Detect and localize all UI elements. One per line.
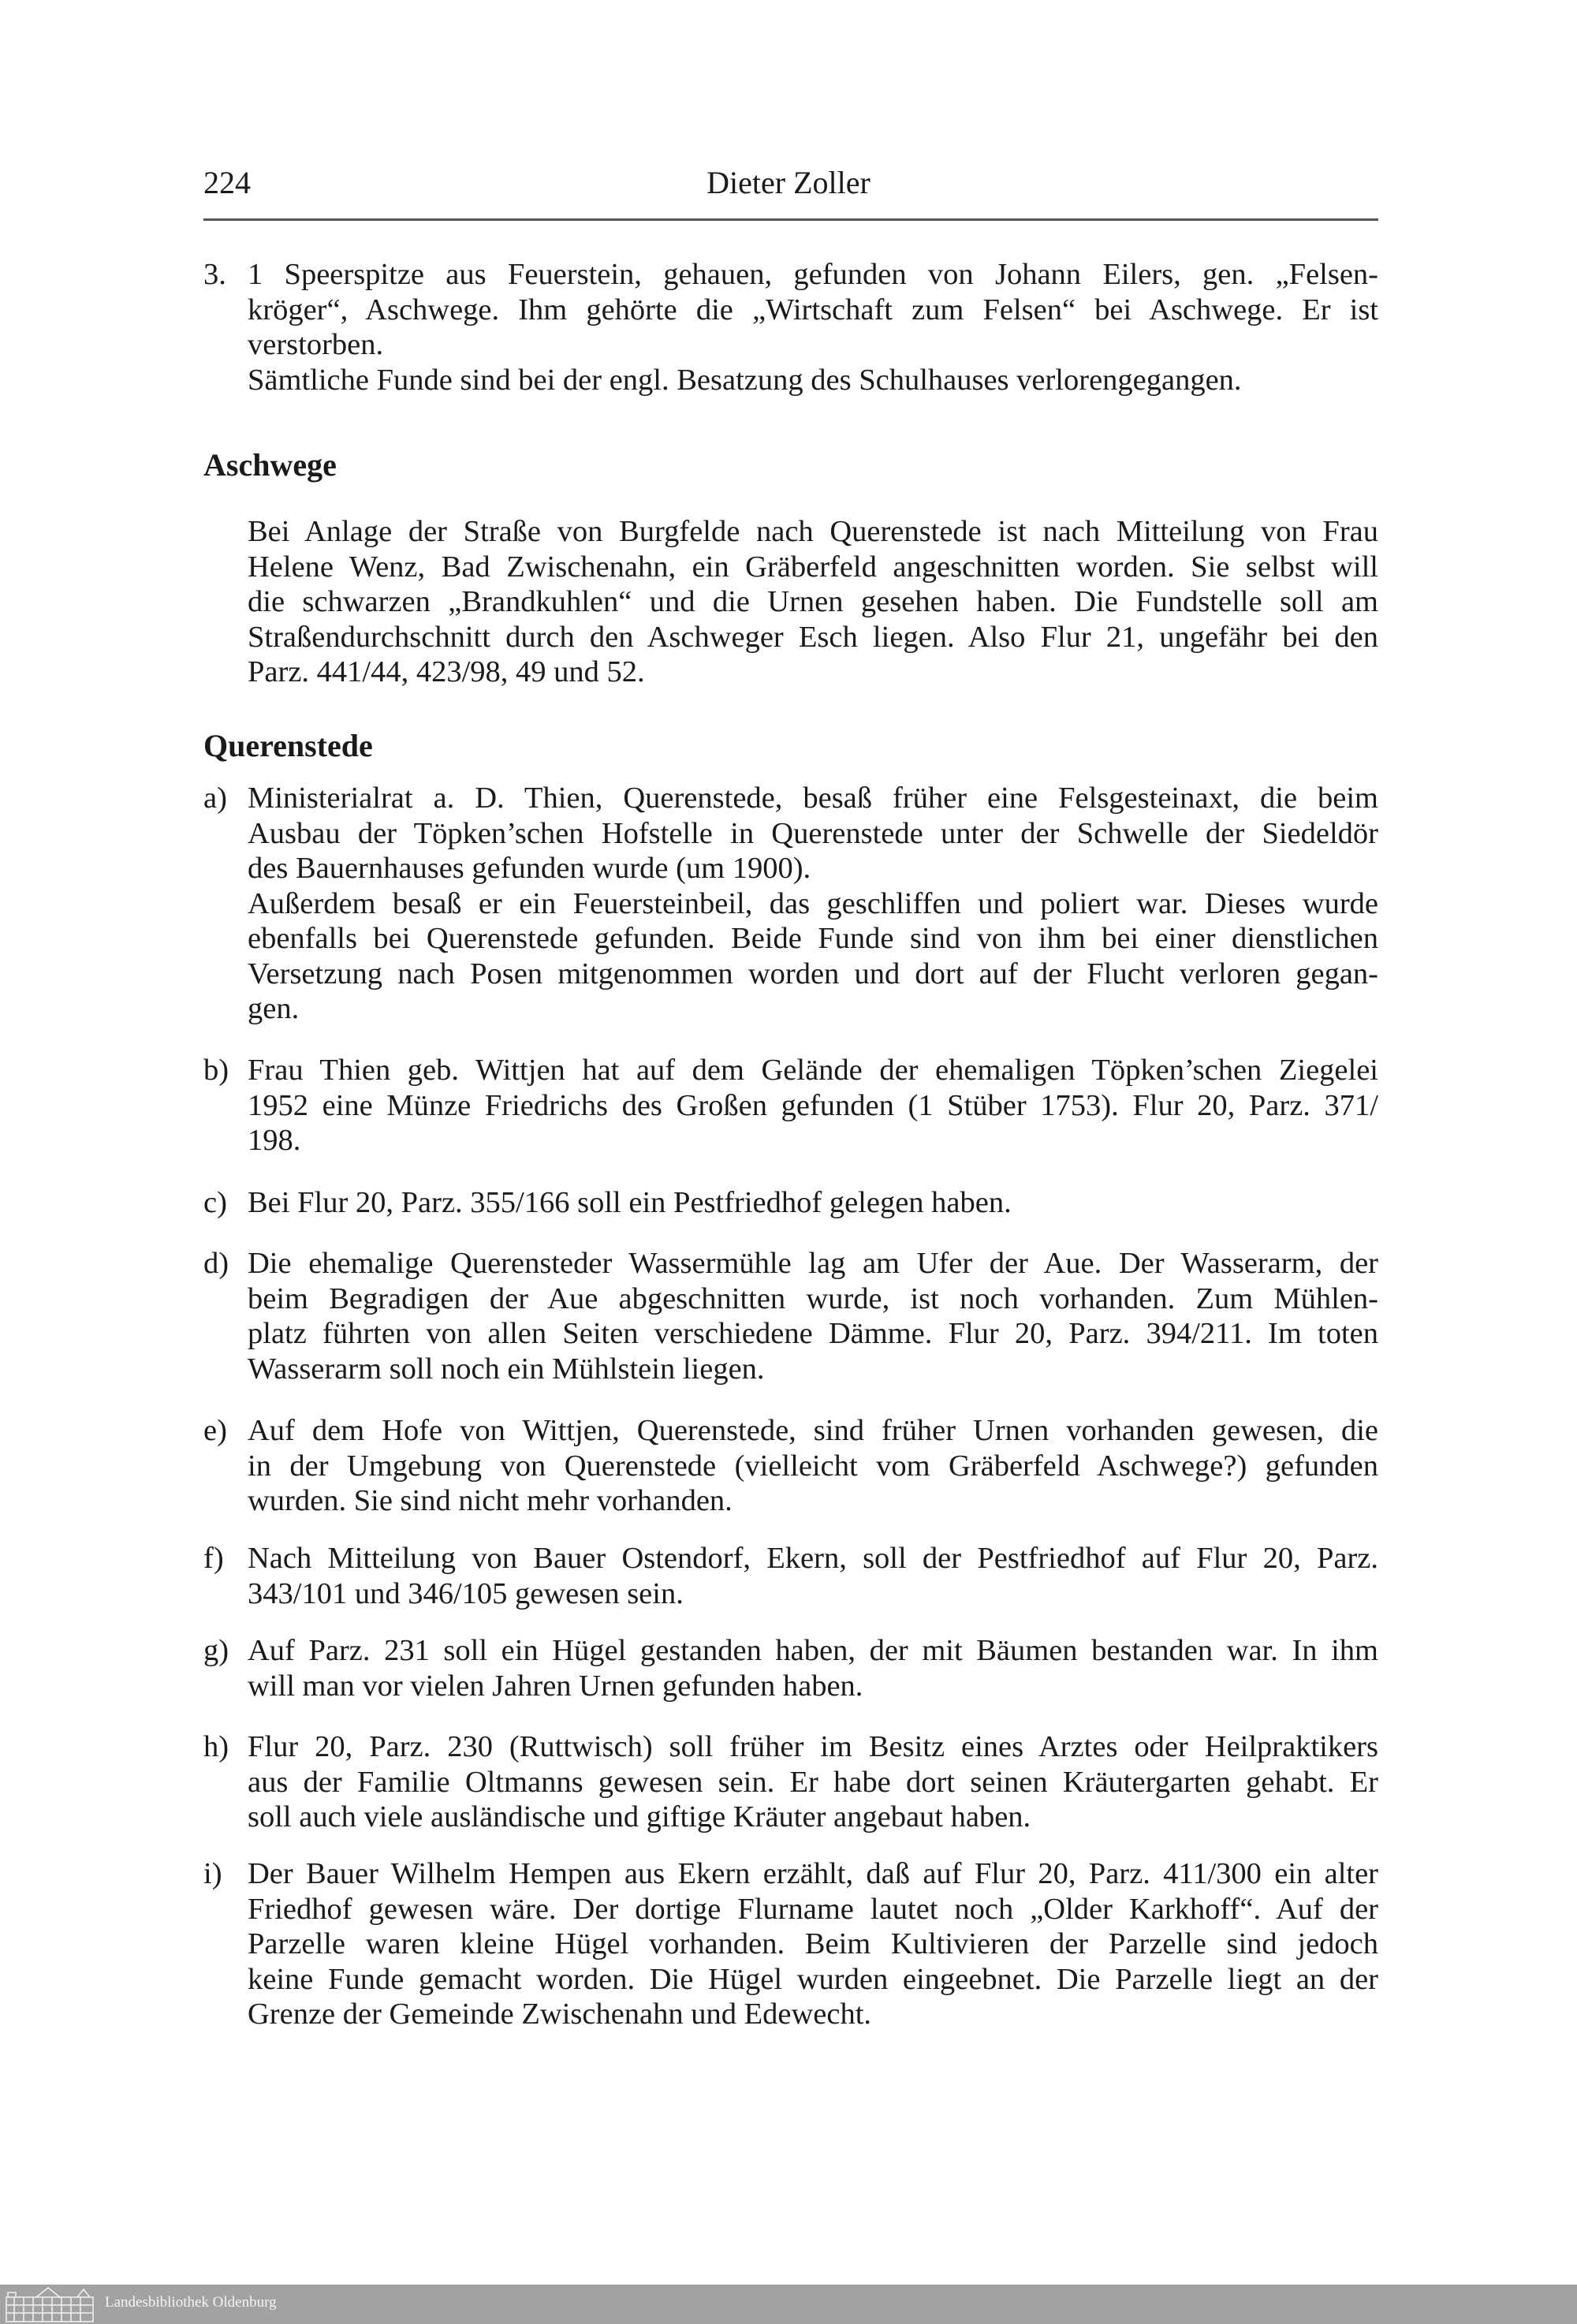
text-line: Friedhof gewesen wäre. Der dortige Flurname lautet noch „Older Karkhoff“. Auf der — [248, 1892, 1378, 1926]
entry-g — [203, 1633, 1378, 1703]
loss-note-block — [203, 363, 1378, 398]
text-line: gen. — [248, 992, 300, 1025]
text-line: Parz. 441/44, 423/98, 49 und 52. — [248, 655, 645, 688]
text-line: Auf dem Hofe von Wittjen, Querenstede, sind früher Urnen vorhanden gewesen, die — [248, 1414, 1378, 1447]
text-line: wurden. Sie sind nicht mehr vorhanden. — [248, 1484, 733, 1517]
text-line: keine Funde gemacht worden. Die Hügel wurden eingeebnet. Die Parzelle liegt an der — [248, 1962, 1378, 1996]
text-line: 343/101 und 346/105 gewesen sein. — [248, 1576, 684, 1610]
text-line: Die ehemalige Querensteder Wassermühle lag am Ufer der Aue. Der Wasserarm, der — [248, 1247, 1378, 1280]
entry-b — [203, 1053, 1378, 1158]
text-line: 198. — [248, 1124, 301, 1157]
text-line: Auf Parz. 231 soll ein Hügel gestanden haben, der mit Bäumen bestanden war. In ihm — [248, 1634, 1378, 1667]
item-label: b) — [203, 1054, 229, 1087]
text-line: 1 Speerspitze aus Feuerstein, gehauen, gefunden von Johann Eilers, gen. „Felsen- — [248, 258, 1378, 291]
text-line: 1952 eine Münze Friedrichs des Großen gefunden (1 Stüber 1753). Flur 20, Parz. 371/ — [248, 1088, 1378, 1122]
text-line: Frau Thien geb. Wittjen hat auf dem Gelände der ehemaligen Töpken’schen Ziegelei — [248, 1054, 1378, 1087]
library-name: Landesbibliothek Oldenburg — [105, 2294, 277, 2311]
entry-f — [203, 1541, 1378, 1611]
section-heading: Aschwege — [203, 447, 337, 483]
text-line: platz führten von allen Seiten verschiedene Dämme. Flur 20, Parz. 394/211. Im toten — [248, 1317, 1378, 1350]
text-line: Straßendurchschnitt durch den Aschweger Esch liegen. Also Flur 21, ungefähr bei den — [248, 620, 1378, 654]
text-line: aus der Familie Oltmanns gewesen sein. Er habe dort seinen Kräutergarten gehabt. Er — [248, 1765, 1378, 1799]
page-number: 224 — [203, 165, 251, 200]
text-line: Parzelle waren kleine Hügel vorhanden. Beim Kultivieren der Parzelle sind jedoch — [248, 1927, 1378, 1960]
text-line: Bei Anlage der Straße von Burgfelde nach Querenstede ist nach Mitteilung von Frau — [248, 515, 1378, 548]
text-line: will man vor vielen Jahren Urnen gefunden haben. — [248, 1669, 863, 1703]
entry-h — [203, 1729, 1378, 1835]
item-label: f) — [203, 1542, 224, 1575]
entry-e — [203, 1413, 1378, 1519]
text-line: Helene Wenz, Bad Zwischenahn, ein Gräberfeld angeschnitten worden. Sie selbst will — [248, 550, 1378, 584]
text-line: Bei Flur 20, Parz. 355/166 soll ein Pestfriedhof gelegen haben. — [248, 1186, 1012, 1219]
item-label: a) — [203, 782, 227, 815]
item-label: d) — [203, 1247, 229, 1280]
text-line: ebenfalls bei Querenstede gefunden. Beide Funde sind von ihm bei einer dienstlichen — [248, 922, 1378, 955]
entry-i — [203, 1856, 1378, 2032]
item-label: g) — [203, 1634, 229, 1667]
item-label: c) — [203, 1186, 227, 1219]
text-line: verstorben. — [248, 328, 384, 361]
loss-note: Sämtliche Funde sind bei der engl. Besatzung des Schulhauses verlorengegangen. — [248, 363, 1242, 397]
text-line: des Bauernhauses gefunden wurde (um 1900). — [248, 852, 811, 885]
footer-bar — [0, 2285, 1577, 2324]
item-label: 3. — [203, 258, 226, 291]
entry-d — [203, 1246, 1378, 1386]
item-label: h) — [203, 1730, 229, 1763]
text-line: Flur 20, Parz. 230 (Ruttwisch) soll früher im Besitz eines Arztes oder Heilpraktikers — [248, 1730, 1378, 1763]
item-label: e) — [203, 1414, 227, 1447]
running-head: Dieter Zoller — [706, 165, 871, 200]
text-line: Ministerialrat a. D. Thien, Querenstede, besaß früher eine Felsgesteinaxt, die beim — [248, 782, 1378, 815]
section-heading: Querenstede — [203, 728, 373, 763]
library-building-icon — [5, 2286, 95, 2322]
text-line: Ausbau der Töpken’schen Hofstelle in Querenstede unter der Schwelle der Siedeldör — [248, 816, 1378, 850]
find-item-3 — [203, 257, 1378, 363]
text-line: Grenze der Gemeinde Zwischenahn und Edewecht. — [248, 1998, 872, 2031]
entry-a — [203, 781, 1378, 1027]
text-line: Der Bauer Wilhelm Hempen aus Ekern erzählt, daß auf Flur 20, Parz. 411/300 ein alter — [248, 1857, 1378, 1890]
text-line: Außerdem besaß er ein Feuersteinbeil, das geschliffen und poliert war. Dieses wurde — [248, 886, 1378, 920]
text-line: in der Umgebung von Querenstede (vielleicht vom Gräberfeld Aschwege?) gefunden — [248, 1449, 1378, 1483]
text-line: Wasserarm soll noch ein Mühlstein liegen. — [248, 1352, 765, 1386]
text-line: soll auch viele ausländische und giftige Kräuter angebaut haben. — [248, 1800, 1031, 1833]
text-line: beim Begradigen der Aue abgeschnitten wurde, ist noch vorhanden. Zum Mühlen- — [248, 1281, 1378, 1315]
entry-paragraph — [203, 514, 1378, 690]
entry-c — [203, 1185, 1378, 1221]
text-line: die schwarzen „Brandkuhlen“ und die Urnen gesehen haben. Die Fundstelle soll am — [248, 585, 1378, 618]
text-line: kröger“, Aschwege. Ihm gehörte die „Wirtschaft zum Felsen“ bei Aschwege. Er ist — [248, 293, 1378, 326]
text-line: Versetzung nach Posen mitgenommen worden und dort auf der Flucht verloren gegan- — [248, 957, 1378, 990]
text-line: Nach Mitteilung von Bauer Ostendorf, Ekern, soll der Pestfriedhof auf Flur 20, Parz. — [248, 1542, 1378, 1575]
header-rule — [203, 218, 1378, 221]
item-label: i) — [203, 1857, 222, 1890]
